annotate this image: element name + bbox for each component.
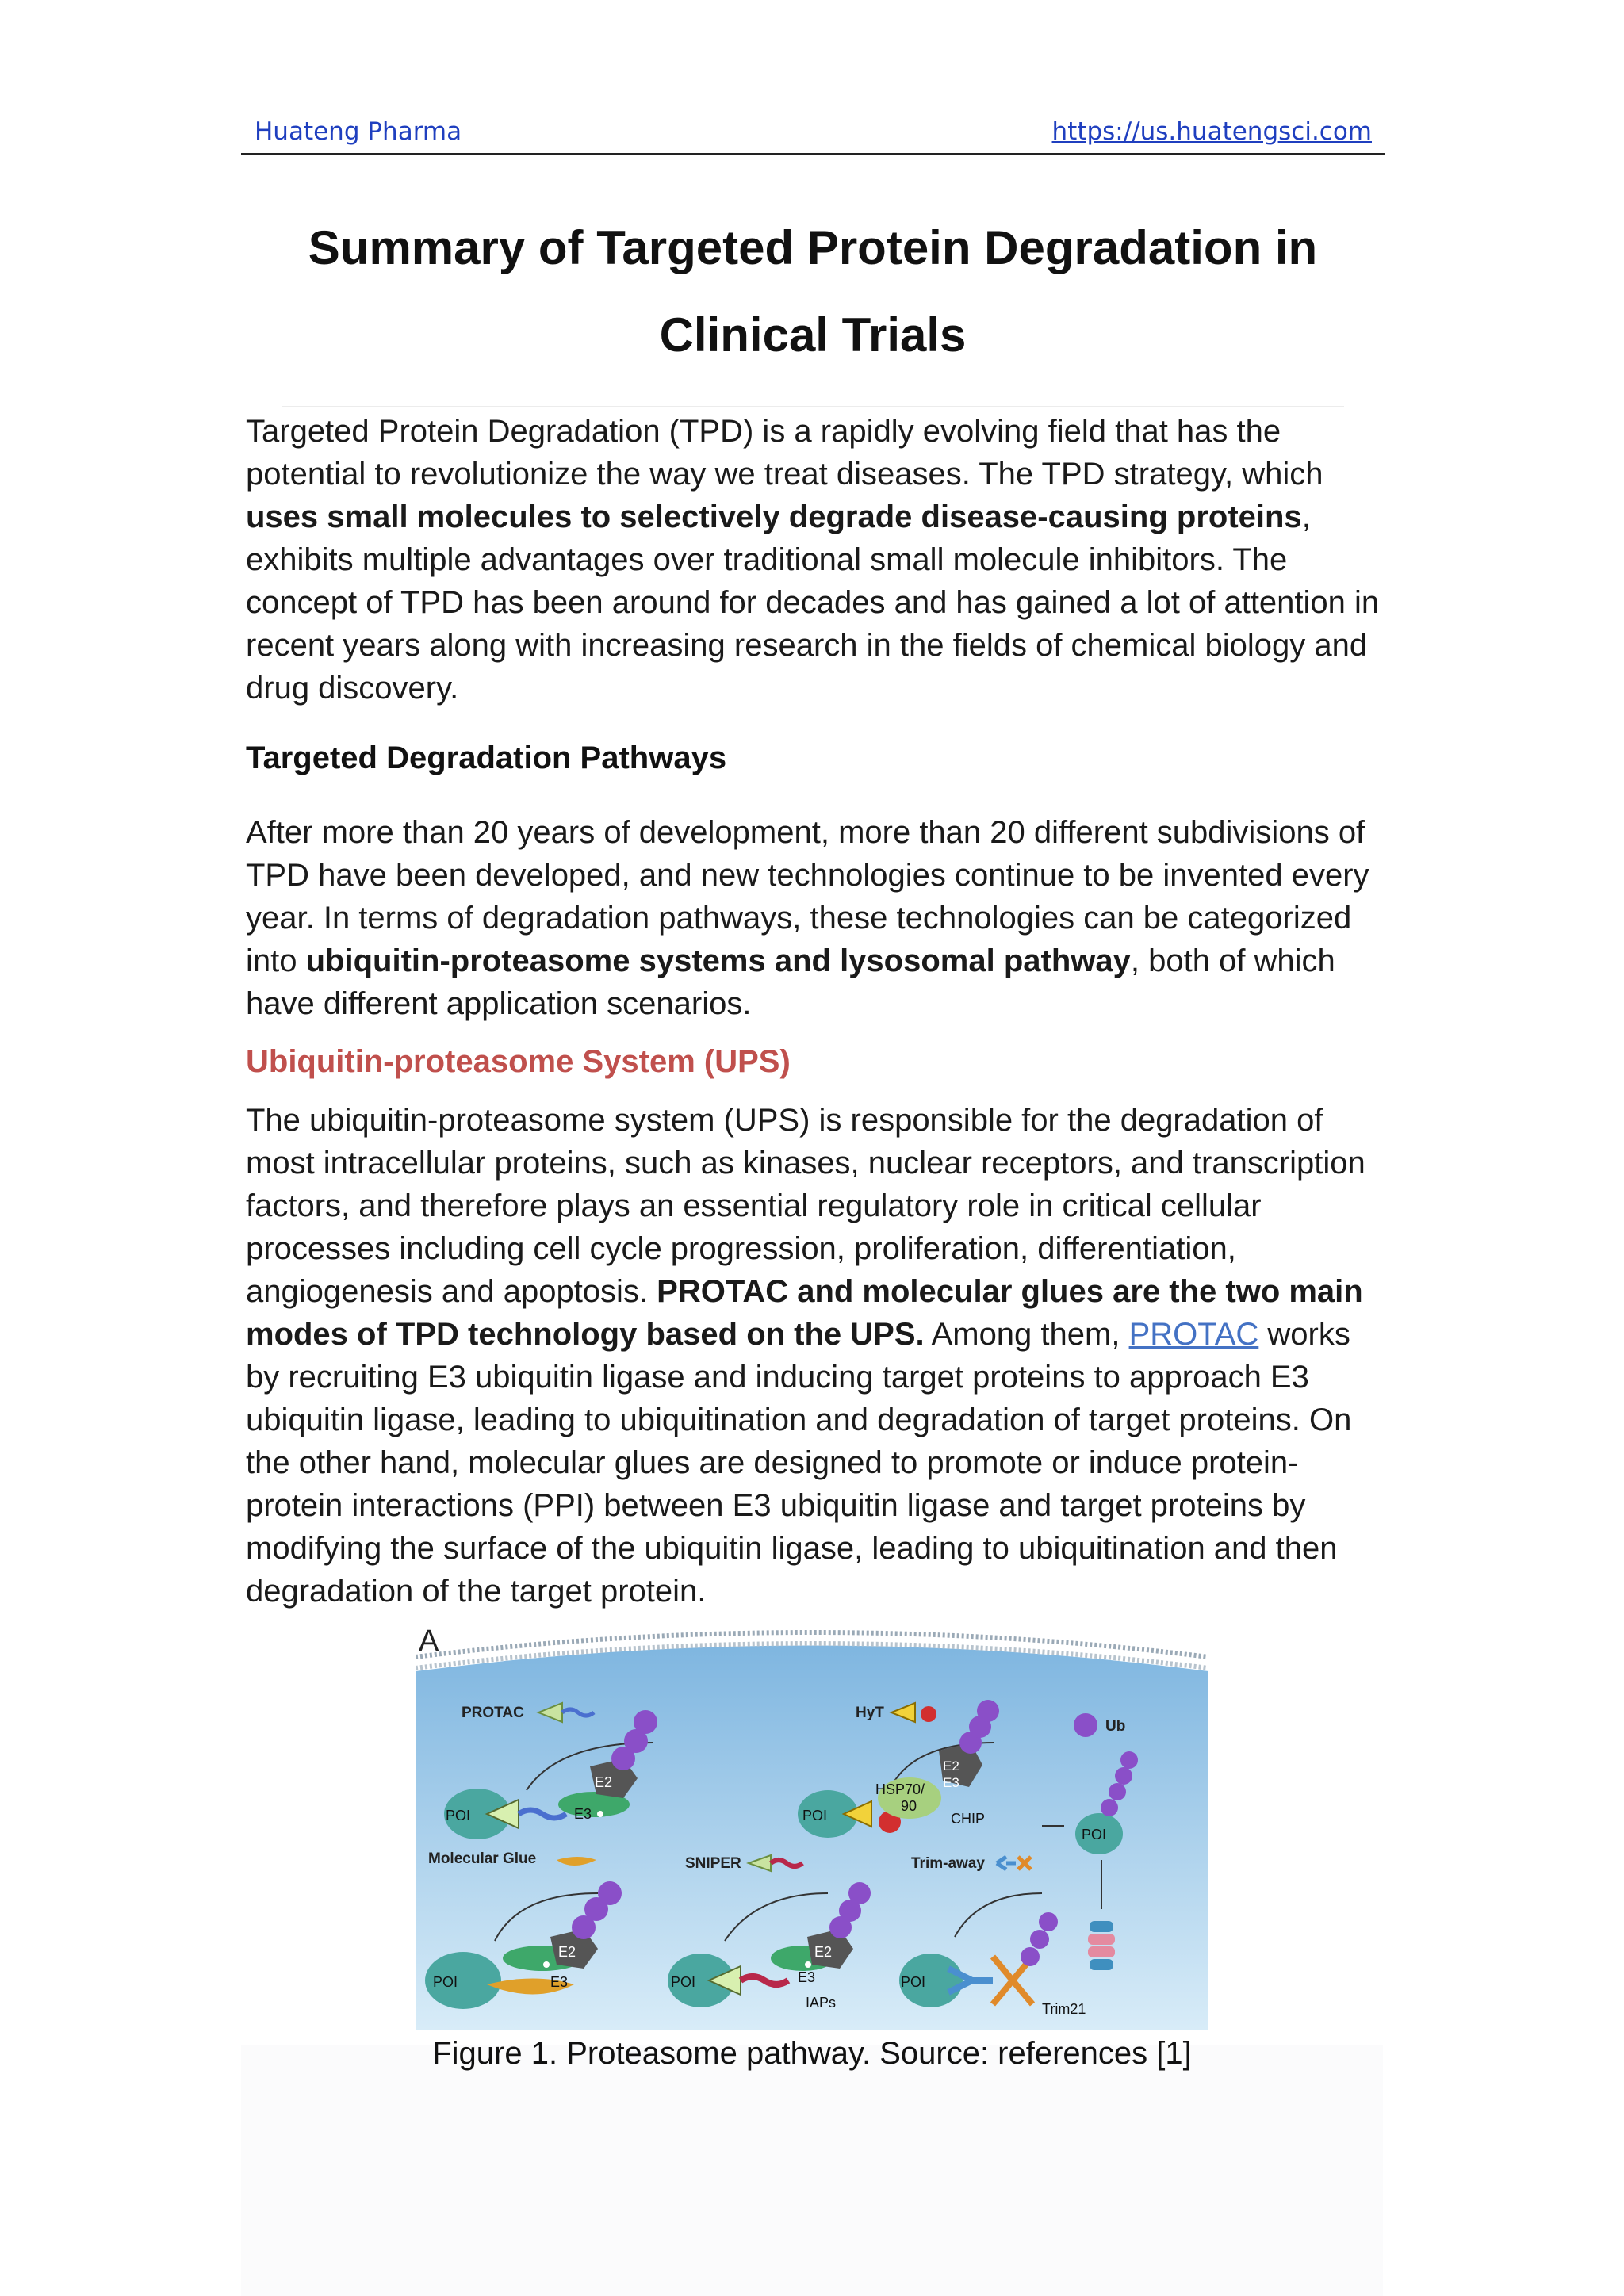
ups-bold: PROTAC and molecular glues are the two main modes of TPD technology based on the UPS. — [246, 1274, 1363, 1352]
ups-text-2: Among them, — [924, 1317, 1129, 1352]
trim-away-label: Trim-away — [911, 1855, 985, 1872]
protac-link[interactable]: PROTAC — [1128, 1317, 1259, 1352]
protac-e2-label: E2 — [595, 1774, 613, 1790]
figure-caption: Figure 1. Proteasome pathway. Source: references [1] — [432, 2036, 1192, 2071]
trim-ub-2 — [1030, 1930, 1049, 1949]
header-divider — [241, 153, 1385, 155]
protac-e3-label: E3 — [574, 1806, 592, 1822]
pathways-text-2: , both of which have different application scenarios. — [246, 943, 1335, 1021]
header-url-link[interactable]: https://us.huatengsci.com — [1051, 117, 1372, 146]
protac-ub-3 — [634, 1710, 657, 1734]
trim21-label: Trim21 — [1042, 2001, 1086, 2017]
hyt-label: HyT — [856, 1705, 884, 1721]
ups-text-3: works by recruiting E3 ubiquitin ligase and inducing target proteins to approach E3 ubiquitin ligase, leading to ubiquitination and degradation of target proteins. On the other hand, molecular glues are designed to promote or induce protein-protein interactions (PPI) between E3 ubiquitin ligase and target proteins by modifying the surface of the ubiquitin ligase, leading to ubiquitination and then degradation of the target protein. — [246, 1317, 1352, 1609]
glue-ub-3 — [598, 1881, 622, 1905]
iaps-label: IAPs — [806, 1995, 837, 2011]
hsp90-label: 90 — [901, 1798, 917, 1814]
proteasome-core-2 — [1088, 1946, 1115, 1957]
proteasome-core-1 — [1088, 1934, 1115, 1945]
glue-poi-label: POI — [433, 1974, 458, 1990]
title-divider — [282, 406, 1344, 407]
poly-ub-1 — [1101, 1799, 1118, 1816]
title-line-1: Summary of Targeted Protein Degradation in — [308, 221, 1318, 274]
header-company: Huateng Pharma — [255, 117, 462, 146]
trim-ub-1 — [1021, 1947, 1040, 1966]
proteasome-pathway-figure — [416, 1624, 1208, 2030]
sniper-e3-label: E3 — [798, 1969, 816, 1985]
intro-text-1: Targeted Protein Degradation (TPD) is a rapidly evolving field that has the potential to revolutionize the way we treat diseases. The TPD strategy, which — [246, 414, 1323, 492]
intro-bold: uses small molecules to selectively degrade disease-causing proteins — [246, 499, 1302, 534]
title-line-2: Clinical Trials — [659, 308, 967, 362]
proteasome-cap-bottom — [1090, 1959, 1113, 1970]
proteasome-cap-top — [1090, 1921, 1113, 1932]
pathways-paragraph — [246, 811, 1388, 1025]
poly-ub-4 — [1120, 1751, 1138, 1769]
pathways-text-1: After more than 20 years of development, more than 20 different subdivisions of TPD have been developed, and new technologies continue to be invented every year. In terms of degradation pathways, these technologies can be categorized into — [246, 815, 1369, 978]
glue-e3-label: E3 — [550, 1974, 569, 1990]
hyt-e2-label: E2 — [943, 1758, 959, 1774]
sniper-ub-3 — [848, 1882, 871, 1904]
hyt-e3-label: E3 — [943, 1775, 959, 1790]
pathways-bold: ubiquitin-proteasome systems and lysosomal pathway — [305, 943, 1131, 978]
trim-ub-3 — [1039, 1912, 1058, 1931]
chip-label: CHIP — [951, 1811, 986, 1827]
sniper-e2-label: E2 — [814, 1944, 833, 1960]
page-footer-area — [241, 2045, 1383, 2296]
hyt-ub-3 — [977, 1700, 999, 1722]
hsp-label: HSP70/ — [875, 1781, 925, 1797]
poly-ub-2 — [1109, 1783, 1126, 1800]
glue-e2-label: E2 — [558, 1944, 576, 1960]
intro-paragraph — [246, 410, 1388, 710]
hyt-tag-icon — [921, 1706, 936, 1722]
poly-ub-3 — [1115, 1767, 1132, 1785]
hyt-poi-label: POI — [802, 1808, 828, 1823]
ups-paragraph — [246, 1099, 1388, 1613]
protac-e3-detail — [597, 1811, 603, 1817]
glue-e3-detail — [543, 1961, 550, 1968]
sniper-label: SNIPER — [685, 1855, 741, 1872]
page-title — [241, 205, 1385, 379]
ups-text-1: The ubiquitin-proteasome system (UPS) is responsible for the degradation of most intracellular proteins, such as kinases, nuclear receptors, and transcription factors, and therefore plays an essential regulatory role in critical cellular processes including cell cycle progression, proliferation, differentiation, angiogenesis and apoptosis. — [246, 1103, 1365, 1309]
ub-legend-icon — [1074, 1713, 1097, 1737]
protac-poi-label: POI — [446, 1808, 471, 1823]
intro-text-2: , exhibits multiple advantages over traditional small molecule inhibitors. The concept of TPD has been around for decades and has gained a lot of attention in recent years along with increasing research in the fields of chemical biology and drug discovery. — [246, 499, 1380, 706]
protac-label: PROTAC — [462, 1705, 524, 1721]
pathways-heading: Targeted Degradation Pathways — [246, 740, 727, 775]
ubiquitinated-poi-label: POI — [1082, 1827, 1107, 1843]
ub-legend-label: Ub — [1105, 1718, 1126, 1735]
molecular-glue-label: Molecular Glue — [428, 1850, 537, 1867]
sniper-iap-detail — [805, 1961, 811, 1968]
trim-away-poi-label: POI — [901, 1974, 926, 1990]
ups-heading: Ubiquitin-proteasome System (UPS) — [246, 1044, 791, 1079]
sniper-poi-label: POI — [671, 1974, 696, 1990]
panel-label: A — [419, 1624, 439, 1658]
